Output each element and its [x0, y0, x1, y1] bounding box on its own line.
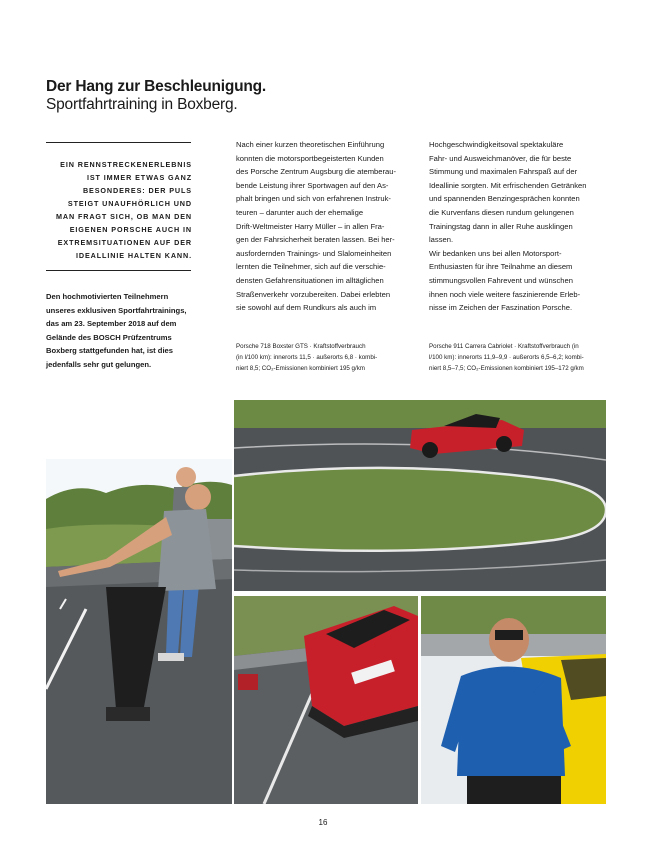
body-line: lernten die Teilnehmer, sich auf die verschie- — [236, 262, 386, 272]
photo-participants-on-track — [46, 459, 232, 804]
pull-quote-line: EXTREMSITUATIONEN AUF DER — [57, 238, 192, 247]
body-line: Stimmung und maximalen Fahrspaß auf der — [429, 167, 578, 177]
body-line: densten Gefahrensituationen im alltäglichen — [236, 275, 384, 285]
caption-line: niert 8,5; CO₂-Emissionen kombiniert 195 g/km — [236, 365, 365, 372]
article-subtitle: Sportfahrtraining in Boxberg. — [46, 96, 238, 113]
caption-line: Porsche 911 Carrera Cabriolet · Kraftstoffverbrauch (in — [429, 343, 579, 350]
body-line: bende Leistung ihrer Sportwagen auf den As- — [236, 180, 389, 190]
photo-boxster-on-circuit — [234, 400, 606, 591]
body-column-2 — [236, 138, 396, 315]
body-line: Wir bedanken uns bei allen Motorsport- — [429, 248, 562, 258]
caption-line: (in l/100 km): innerorts 11,5 · außerorts 6,8 · kombi- — [236, 354, 378, 361]
caption-line: l/100 km): innerorts 11,9–9,9 · außerorts 6,5–6,2; kombi- — [429, 354, 584, 361]
intro-line: Den hochmotivierten Teilnehmern — [46, 292, 169, 301]
pull-quote — [46, 158, 192, 262]
body-line: teuren – darunter auch der ehemalige — [236, 207, 364, 217]
photo-911-cabriolet — [234, 596, 418, 804]
caption-boxster — [236, 341, 408, 374]
body-line: ausfordernden Trainings- und Slalomeinheiten — [236, 248, 392, 258]
intro-line: jedenfalls sehr gut gelungen. — [46, 359, 152, 369]
page-number: 16 — [318, 818, 328, 827]
body-line: des Porsche Zentrum Augsburg die atemberau- — [236, 167, 396, 177]
pull-quote-line: BESONDERES: DER PULS — [82, 186, 192, 195]
body-line: Fahr- und Ausweichmanöver, die für beste — [429, 153, 572, 163]
body-line: stimmungsvollen Fahrevent und wünschen — [429, 275, 573, 285]
pull-quote-line: IST IMMER ETWAS GANZ — [86, 173, 192, 182]
quote-top-rule — [46, 142, 191, 143]
body-column-3 — [429, 138, 589, 315]
intro-paragraph — [46, 290, 198, 372]
pull-quote-line: EIGENEN PORSCHE AUCH IN — [69, 225, 192, 234]
intro-line: Gelände des BOSCH Prüfzentrums — [46, 332, 172, 342]
pull-quote-line: IDEALLINIE HALTEN KANN. — [76, 251, 192, 260]
body-line: Ideallinie sorgten. Mit erfrischenden Getränken — [429, 180, 587, 190]
body-line: lassen. — [429, 235, 454, 245]
body-line: Nach einer kurzen theoretischen Einführung — [236, 140, 385, 149]
caption-line: niert 8,5–7,5; CO₂-Emissionen kombiniert 195–172 g/km — [429, 365, 584, 372]
intro-line: Boxberg stattgefunden hat, ist dies — [46, 346, 173, 356]
pull-quote-line: MAN FRAGT SICH, OB MAN DEN — [56, 212, 192, 221]
body-line: Straßenverkehr vorzubereiten. Dabei erlebten — [236, 289, 391, 299]
body-line: Enthusiasten für ihre Teilnahme an diesem — [429, 262, 573, 272]
pull-quote-line: EIN RENNSTRECKENERLEBNIS — [60, 160, 192, 169]
quote-bottom-rule — [46, 270, 191, 271]
body-line: phalt bringen und sich von erfahrenen Instruk- — [236, 194, 391, 204]
body-line: gen der Fahrsicherheit beraten lassen. Bei her- — [236, 235, 395, 245]
intro-line: unseres exklusiven Sportfahrtrainings, — [46, 305, 187, 315]
body-line: konnten die motorsportbegeisterten Kunden — [236, 153, 384, 163]
pull-quote-line: STEIGT UNAUFHÖRLICH UND — [67, 199, 192, 208]
body-line: sie sowohl auf dem Rundkurs als auch im — [236, 303, 377, 313]
body-line: Hochgeschwindigkeitsoval spektakuläre — [429, 140, 564, 149]
body-line: Trainingstag dann in aller Ruhe ausklingen — [429, 221, 573, 231]
article-title: Der Hang zur Beschleunigung. — [46, 78, 267, 95]
body-line: die Kurvenfans diesen rundum gelungenen — [429, 207, 574, 217]
intro-line: das am 23. September 2018 auf dem — [46, 319, 177, 329]
body-line: und spannenden Benzingesprächen konnten — [429, 194, 580, 204]
body-line: Drift-Weltmeister Harry Müller – in allen Fra- — [236, 221, 385, 231]
body-line: ihnen noch viele weitere faszinierende Erleb- — [429, 289, 581, 299]
caption-line: Porsche 718 Boxster GTS · Kraftstoffverbrauch — [236, 343, 366, 350]
body-line: nisse im Zeichen der Faszination Porsche. — [429, 303, 573, 313]
caption-911-cabriolet — [429, 341, 601, 374]
photo-instructor-with-radio — [421, 596, 606, 804]
